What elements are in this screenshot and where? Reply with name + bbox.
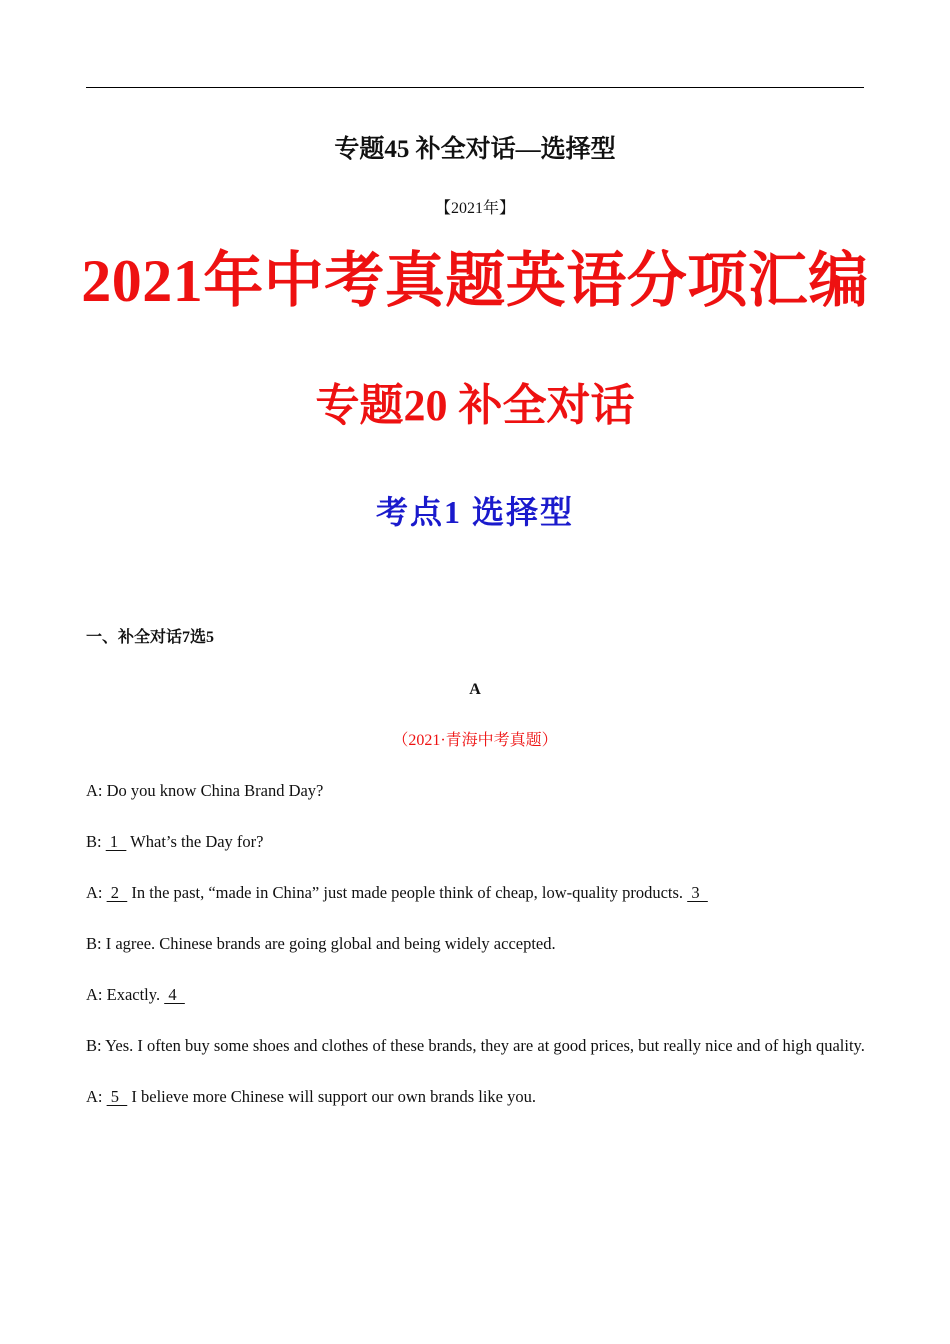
dialog-line-2 [86,829,866,855]
answer-blank-4: 4 [164,985,185,1004]
section-heading: 一、补全对话7选5 [86,629,215,646]
answer-blank-5: 5 [106,1087,128,1106]
point-title: 考点1 选择型 [375,494,574,530]
dialog-line-7 [86,1084,866,1110]
answer-blank-2: 2 [106,883,128,902]
dialog-line-text: B: I agree. Chinese brands are going global and being widely accepted. [86,934,556,953]
part-label: A [469,681,481,698]
dialog-line-text: B: Yes. I often buy some shoes and clothes of these brands, they are at good prices, but really nice and of high quality. [86,1036,865,1055]
speaker-prefix: A: [86,1087,107,1106]
dialog-line-3 [86,880,866,906]
answer-blank-3: 3 [687,883,708,902]
dialog-line-6 [86,1027,866,1065]
dialog-line-4 [86,931,866,957]
year-tag: 【2021年】 [434,200,515,217]
dialog-line-text: I believe more Chinese will support our own brands like you. [127,1087,537,1106]
dialog [86,778,866,1110]
sub-title: 专题20 补全对话 [315,381,635,430]
dialog-line-text: A: Do you know China Brand Day? [86,781,324,800]
answer-blank-1: 1 [105,832,127,851]
speaker-prefix: B: [86,832,106,851]
dialog-line-text: In the past, “made in China” just made people think of cheap, low-quality products. [127,883,688,902]
header-rule [86,87,864,88]
speaker-prefix: A: Exactly. [86,985,165,1004]
dialog-line-text: What’s the Day for? [126,832,264,851]
dialog-line-5 [86,982,866,1008]
main-title: 2021年中考真题英语分项汇编 [81,248,869,314]
document-title: 专题45 补全对话—选择型 [334,136,616,163]
source-tag: （2021·青海中考真题） [392,732,558,749]
speaker-prefix: A: [86,883,107,902]
dialog-line-1 [86,778,866,804]
